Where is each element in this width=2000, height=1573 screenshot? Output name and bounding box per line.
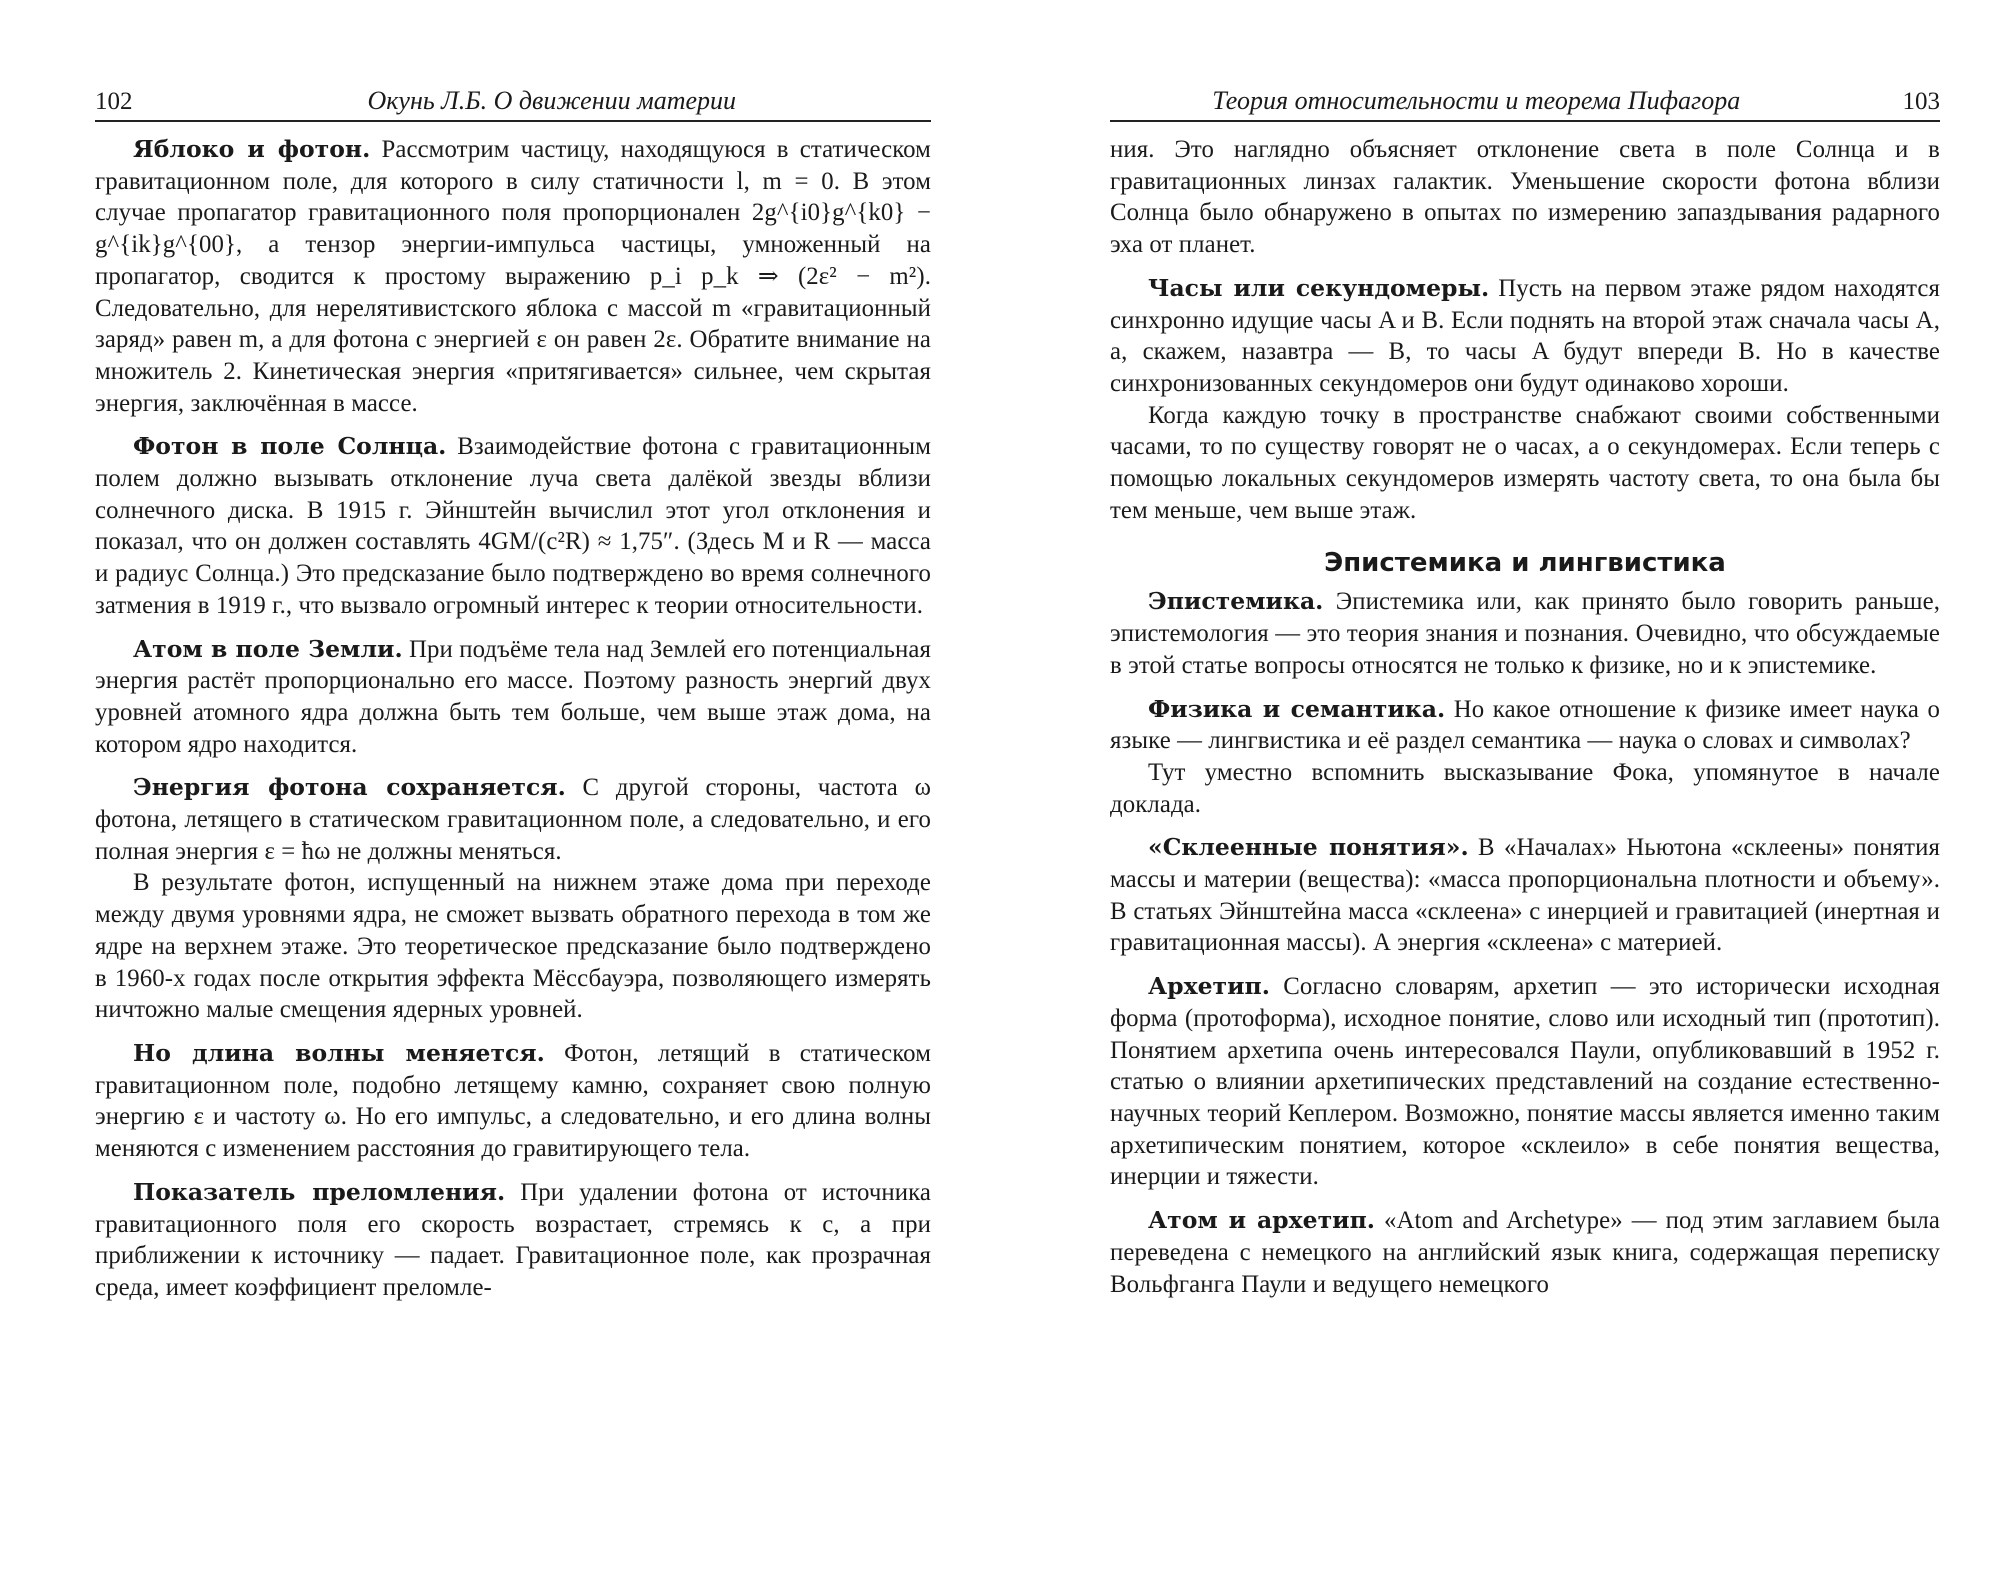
left-running-head: Окунь Л.Б. О движении материи bbox=[367, 86, 737, 115]
left-page-number: 102 bbox=[95, 88, 133, 115]
paragraph-lead: Показатель преломления. bbox=[133, 1177, 506, 1206]
paragraph-text: Когда каждую точку в пространстве снабжают своими собственными часами, то по существу говорят не о часах, а о секундомерах. Если теперь с помощью локальных секундомеров измерять частоту света, то она была бы тем меньше, чем выше этаж. bbox=[1110, 401, 1940, 524]
paragraph bbox=[1110, 1205, 1940, 1300]
paragraph bbox=[1110, 273, 1940, 400]
right-page-header bbox=[1110, 80, 1940, 122]
paragraph-text: С другой стороны, частота ω фотона, летящего в статическом гравитационном поле, а следовательно, и его полная энергия ε = ħω не должны меняться. bbox=[95, 774, 931, 865]
paragraph bbox=[95, 634, 931, 761]
paragraph-lead: Но длина волны меняется. bbox=[133, 1038, 545, 1067]
paragraph-lead: Энергия фотона сохраняется. bbox=[133, 773, 566, 802]
paragraph bbox=[1110, 400, 1940, 527]
paragraph bbox=[1110, 971, 1940, 1193]
paragraph-text: «Atom and Archetype» — под этим заглавием была переведена с немецкого на английский язык книга, содержащая переписку Вольфганга Паули и ведущего немецкого bbox=[1110, 1207, 1940, 1298]
paragraph-text: Взаимодействие фотона с гравитационным полем должно вызывать отклонение луча света далёкой звезды вблизи солнечного диска. В 1915 г. Эйнштейн вычислил этот угол отклонения и показал, что он должен составлять 4GM/(c²R) ≈ 1,75″. (Здесь M и R — масса и радиус Солнца.) Это предсказание было подтверждено во время солнечного затмения в 1919 г., что вызвало огромный интерес к теории относительности. bbox=[95, 433, 931, 619]
paragraph bbox=[95, 867, 931, 1026]
paragraph bbox=[1110, 134, 1940, 261]
paragraph bbox=[1110, 832, 1940, 959]
left-page-header bbox=[95, 80, 931, 122]
paragraph bbox=[95, 1038, 931, 1165]
paragraph bbox=[1110, 757, 1940, 820]
paragraph-lead: Фотон в поле Солнца. bbox=[133, 432, 447, 461]
right-page-number: 103 bbox=[1902, 88, 1940, 115]
right-page bbox=[1110, 80, 1940, 1300]
section-title: Эпистемика и лингвистика bbox=[1324, 548, 1726, 579]
left-page bbox=[95, 80, 931, 1304]
paragraph-lead: Часы или секундомеры. bbox=[1148, 273, 1490, 302]
paragraph bbox=[95, 772, 931, 867]
paragraph-lead: Архетип. bbox=[1148, 972, 1270, 1001]
right-running-head: Теория относительности и теорема Пифагора bbox=[1212, 86, 1741, 115]
paragraph-text: В «Началах» Ньютона «склеены» понятия массы и материи (вещества): «масса пропорциональна плотности и объему». В статьях Эйнштейна масса «склеена» с инерцией и гравитацией (инертная и гравитационная массы). А энергия «склеена» с материей. bbox=[1110, 834, 1940, 957]
paragraph bbox=[1110, 586, 1940, 681]
paragraph-text: Согласно словарям, архетип — это исторически исходная форма (протоформа), исходное понятие, слово или исходный тип (прототип). Понятием архетипа очень интересовался Паули, опубликовавший в 1952 г. статью о влиянии архетипических представлений на создание естественно-научных теорий Кеплером. Возможно, понятие массы является именно таким архетипическим понятием, которое «склеило» в себе понятия вещества, инерции и тяжести. bbox=[1110, 973, 1940, 1191]
paragraph-text: ния. Это наглядно объясняет отклонение света в поле Солнца и в гравитационных линзах галактик. Уменьшение скорости фотона вблизи Солнца было обнаружено в опытах по измерению запаздывания радарного эха от планет. bbox=[1110, 136, 1940, 259]
paragraph-text: При подъёме тела над Землей его потенциальная энергия растёт пропорционально его массе. Поэтому разность энергий двух уровней атомного ядра должна быть тем больше, чем выше этаж дома, на котором ядро находится. bbox=[95, 635, 931, 758]
paragraph-lead: Атом в поле Земли. bbox=[133, 634, 403, 663]
paragraph-text: В результате фотон, испущенный на нижнем этаже дома при переходе между двумя уровнями ядра, не сможет вызвать обратного перехода в том же ядре на верхнем этаже. Это теоретическое предсказание было подтверждено в 1960-х годах после открытия эффекта Мёссбауэра, позволяющего измерять ничтожно малые смещения ядерных уровней. bbox=[95, 869, 931, 1024]
paragraph-text: При удалении фотона от источника гравитационного поля его скорость возрастает, стремясь к c, а при приближении к источнику — падает. Гравитационное поле, как прозрачная среда, имеет коэффициент преломле- bbox=[95, 1178, 932, 1301]
paragraph-text: Фотон, летящий в статическом гравитационном поле, подобно летящему камню, сохраняет свою полную энергию ε и частоту ω. Но его импульс, а следовательно, и его длина волны меняются с изменением расстояния до гравитирующего тела. bbox=[95, 1039, 931, 1163]
paragraph-lead: Эпистемика. bbox=[1148, 587, 1324, 616]
paragraph-lead: Атом и архетип. bbox=[1148, 1206, 1375, 1235]
paragraph-lead: «Склеенные понятия». bbox=[1148, 833, 1469, 862]
paragraph bbox=[95, 431, 931, 621]
paragraph bbox=[1110, 694, 1940, 757]
paragraph bbox=[95, 1177, 931, 1304]
paragraph-text: Но какое отношение к физике имеет наука о языке — лингвистика и её раздел семантика — наука о словах и символах? bbox=[1110, 695, 1940, 755]
paragraph-text: Рассмотрим частицу, находящуюся в статическом гравитационном поле, для которого в силу статичности l, m = 0. В этом случае пропагатор гравитационного поля пропорционален 2g^{i0}g^{k0} − g^{ik}g^{00}, а тензор энергии-импульса частицы, умноженный на пропагатор, сводится к простому выражению p_i p_k ⇒ (2ε² − m²). Следовательно, для нерелятивистского яблока с массой m «гравитационный заряд» равен m, а для фотона с энергией ε он равен 2ε. Обратите внимание на множитель 2. Кинетическая энергия «притягивается» сильнее, чем скрытая энергия, заключённая в массе. bbox=[95, 136, 931, 417]
paragraph-text: Эпистемика или, как принято было говорить раньше, эпистемология — это теория знания и познания. Очевидно, что обсуждаемые в этой статье вопросы относятся не только к физике, но и к эпистемике. bbox=[1110, 588, 1941, 679]
paragraph-lead: Физика и семантика. bbox=[1148, 694, 1446, 723]
paragraph-text: Пусть на первом этаже рядом находятся синхронно идущие часы A и B. Если поднять на второй этаж сначала часы A, а, скажем, назавтра — B, то часы A будут впереди B. Но в качестве синхронизованных секундомеров они будут одинаково хороши. bbox=[1110, 274, 1940, 397]
paragraph-text: Тут уместно вспомнить высказывание Фока, упомянутое в начале доклада. bbox=[1110, 758, 1940, 818]
paragraph bbox=[95, 134, 931, 419]
paragraph-lead: Яблоко и фотон. bbox=[133, 135, 371, 163]
